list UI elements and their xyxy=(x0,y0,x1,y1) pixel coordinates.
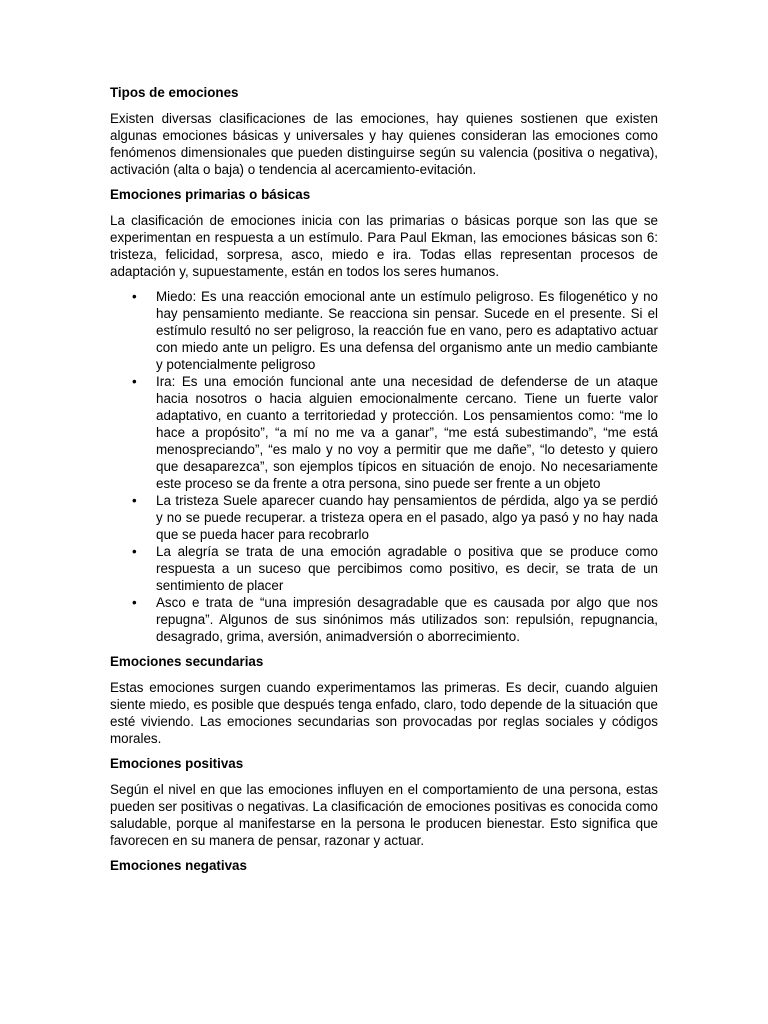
document-page xyxy=(110,84,658,883)
list-item-ira xyxy=(110,373,658,492)
list-item-text: Ira: Es una emoción funcional ante una necesidad de defenderse de un ataque hacia nosotros o hacia alguien emocionalmente cercano. Tiene un fuerte valor adaptativo, en cuanto a territoriedad y protección. Los pensamientos como: “me lo hace a propósito”, “a mí no me va a ganar”, “me está subestimando”, “me está menospreciando”, “es malo y no voy a permitir que me dañe”, “lo detesto y quiero que desaparezca”, son ejemplos típicos en situación de enojo. No necesariamente este proceso se da frente a otra persona, sino puede ser frente a un objeto xyxy=(156,374,658,491)
bullet-icon: • xyxy=(132,493,137,508)
list-item-tristeza xyxy=(110,492,658,543)
heading-emociones-positivas: Emociones positivas xyxy=(110,756,244,771)
bullet-icon: • xyxy=(132,544,137,559)
heading-tipos-de-emociones: Tipos de emociones xyxy=(110,85,239,100)
paragraph-emociones-positivas: Según el nivel en que las emociones influyen en el comportamiento de una persona, estas pueden ser positivas o negativas. La clasificación de emociones positivas es conocida como saludable, porque al manifestarse en la persona le producen bienestar. Esto significa que favorecen en su manera de pensar, razonar y actuar. xyxy=(110,782,658,848)
basic-emotions-list xyxy=(110,288,658,645)
list-item-miedo xyxy=(110,288,658,373)
list-item-text: La alegría se trata de una emoción agradable o positiva que se produce como respuesta a un suceso que percibimos como positivo, es decir, se trata de un sentimiento de placer xyxy=(156,544,658,593)
heading-emociones-negativas: Emociones negativas xyxy=(110,858,247,873)
list-item-alegria xyxy=(110,543,658,594)
list-item-asco xyxy=(110,594,658,645)
heading-emociones-primarias: Emociones primarias o básicas xyxy=(110,187,311,202)
heading-emociones-secundarias: Emociones secundarias xyxy=(110,654,264,669)
paragraph-emociones-secundarias: Estas emociones surgen cuando experimentamos las primeras. Es decir, cuando alguien siente miedo, es posible que después tenga enfado, claro, todo depende de la situación que esté viviendo. Las emociones secundarias son provocadas por reglas sociales y códigos morales. xyxy=(110,680,658,746)
list-item-text: La tristeza Suele aparecer cuando hay pensamientos de pérdida, algo ya se perdió y no se puede recuperar. a tristeza opera en el pasado, algo ya pasó y no hay nada que se pueda hacer para recobrarlo xyxy=(156,493,658,542)
list-item-text: Miedo: Es una reacción emocional ante un estímulo peligroso. Es filogenético y no hay pensamiento mediante. Se reacciona sin pensar. Sucede en el presente. Si el estímulo resultó no ser peligroso, la reacción fue en vano, pero es adaptativo actuar con miedo ante un peligro. Es una defensa del organismo ante un medio cambiante y potencialmente peligroso xyxy=(156,289,658,372)
paragraph-emociones-primarias: La clasificación de emociones inicia con las primarias o básicas porque son las que se experimentan en respuesta a un estímulo. Para Paul Ekman, las emociones básicas son 6: tristeza, felicidad, sorpresa, asco, miedo e ira. Todas ellas representan procesos de adaptación y, supuestamente, están en todos los seres humanos. xyxy=(110,213,658,279)
bullet-icon: • xyxy=(132,374,137,389)
bullet-icon: • xyxy=(132,289,137,304)
list-item-text: Asco e trata de “una impresión desagradable que es causada por algo que nos repugna”. Algunos de sus sinónimos más utilizados son: repulsión, repugnancia, desagrado, grima, aversión, animadversión o aborrecimiento. xyxy=(156,595,658,644)
paragraph-tipos-de-emociones: Existen diversas clasificaciones de las emociones, hay quienes sostienen que existen algunas emociones básicas y universales y hay quienes consideran las emociones como fenómenos dimensionales que pueden distinguirse según su valencia (positiva o negativa), activación (alta o baja) o tendencia al acercamiento-evitación. xyxy=(110,111,658,177)
bullet-icon: • xyxy=(132,595,137,610)
